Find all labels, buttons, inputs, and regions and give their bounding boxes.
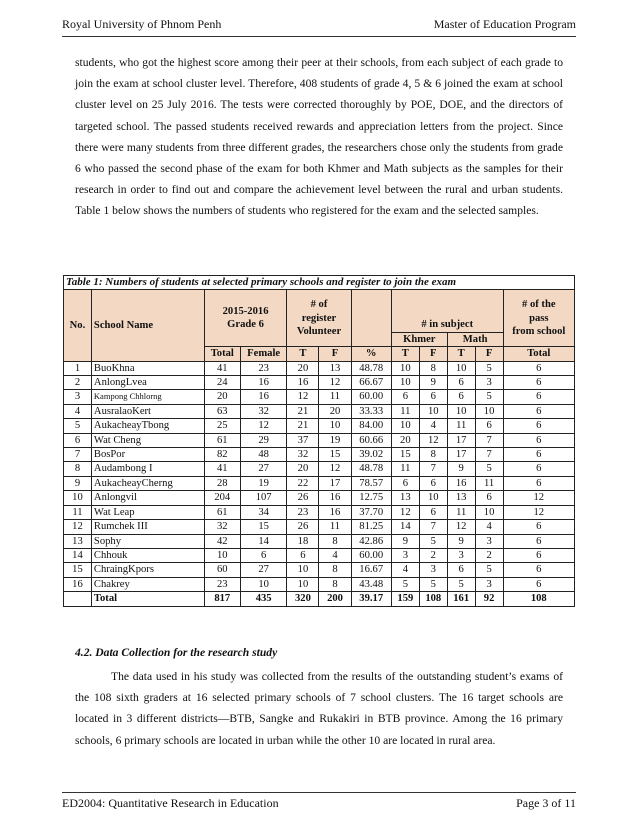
cell-kt: 4 — [391, 563, 419, 577]
cell-kt: 15 — [391, 448, 419, 462]
cell-kt: 13 — [391, 491, 419, 505]
cell-total: 41 — [204, 462, 240, 476]
cell-female: 10 — [240, 577, 287, 591]
cell-total: 82 — [204, 448, 240, 462]
pass-line-2: pass — [529, 312, 549, 324]
vol-line-1: # of — [310, 299, 328, 311]
cell-mt: 17 — [447, 433, 475, 447]
cell-female: 48 — [240, 448, 287, 462]
cell-kf: 10 — [419, 491, 447, 505]
cell-vf: 20 — [319, 404, 351, 418]
cell-female: 16 — [240, 376, 287, 390]
cell-total: 41 — [204, 361, 240, 375]
col-school-name: School Name — [91, 290, 204, 361]
total-pass: 108 — [503, 592, 574, 606]
total-female: 435 — [240, 592, 287, 606]
cell-vf: 11 — [319, 390, 351, 404]
cell-pct: 66.67 — [351, 376, 391, 390]
cell-kf: 9 — [419, 376, 447, 390]
cell-name: Chakrey — [91, 577, 204, 591]
cell-name: ChraingKpors — [91, 563, 204, 577]
intro-paragraph: students, who got the highest score among their peer at their schools, from each subject of each grade to join the exam at school cluster level. Therefore, 408 students of grade 4, 5 & 6 joined the exam at school cluster level on 25 July 2016. The tests were corrected thoroughly by POE, DOE, and the directors of targeted school. The passed students received rewards and appreciation letters from the project. Since there were many students from three different grades, the researchers chose only the students from grade 6 who passed the second phase of the exam for both Khmer and Math subjects as the samples for their research in order to find out and compare the achievement level between the rural and urban students. Table 1 below shows the numbers of students who registered for the exam and the selected samples. — [75, 56, 563, 218]
cell-female: 29 — [240, 433, 287, 447]
cell-vt: 26 — [287, 520, 319, 534]
cell-vf: 12 — [319, 376, 351, 390]
cell-vf: 19 — [319, 433, 351, 447]
cell-name: Rumchek III — [91, 520, 204, 534]
cell-vt: 26 — [287, 491, 319, 505]
cell-no: 1 — [64, 361, 92, 375]
cell-vt: 16 — [287, 376, 319, 390]
table-caption: Table 1: Numbers of students at selected primary schools and register to join the exam — [64, 276, 575, 290]
total-vf: 200 — [319, 592, 351, 606]
page-footer — [62, 792, 576, 810]
cell-mf: 5 — [475, 390, 503, 404]
table-row — [64, 462, 575, 476]
grade-year: 2015-2016 — [222, 305, 269, 317]
cell-no: 3 — [64, 390, 92, 404]
section-heading: 4.2. Data Collection for the research study — [75, 646, 278, 659]
cell-kf: 3 — [419, 563, 447, 577]
cell-vt: 6 — [287, 548, 319, 562]
cell-mf: 4 — [475, 520, 503, 534]
total-kt: 159 — [391, 592, 419, 606]
col-grade — [204, 290, 287, 347]
cell-vt: 21 — [287, 419, 319, 433]
cell-mf: 10 — [475, 404, 503, 418]
cell-no: 11 — [64, 505, 92, 519]
cell-name: Sophy — [91, 534, 204, 548]
cell-total: 20 — [204, 390, 240, 404]
cell-female: 107 — [240, 491, 287, 505]
table-row — [64, 404, 575, 418]
cell-blank — [64, 592, 92, 606]
cell-kt: 14 — [391, 520, 419, 534]
cell-no: 8 — [64, 462, 92, 476]
cell-mf: 3 — [475, 534, 503, 548]
cell-total: 60 — [204, 563, 240, 577]
cell-name: Wat Cheng — [91, 433, 204, 447]
cell-mt: 16 — [447, 476, 475, 490]
table-row — [64, 419, 575, 433]
cell-vt: 18 — [287, 534, 319, 548]
cell-pct: 60.00 — [351, 548, 391, 562]
cell-pass: 6 — [503, 462, 574, 476]
cell-no: 2 — [64, 376, 92, 390]
cell-vf: 16 — [319, 491, 351, 505]
cell-name: AnlongLvea — [91, 376, 204, 390]
cell-vf: 15 — [319, 448, 351, 462]
cell-kt: 11 — [391, 404, 419, 418]
cell-pass: 6 — [503, 563, 574, 577]
cell-kf: 6 — [419, 476, 447, 490]
cell-total: 204 — [204, 491, 240, 505]
footer-page-number: Page 3 of 11 — [516, 796, 576, 810]
col-no: No. — [64, 290, 92, 361]
cell-vf: 16 — [319, 505, 351, 519]
cell-female: 12 — [240, 419, 287, 433]
cell-mf: 6 — [475, 419, 503, 433]
table-row — [64, 476, 575, 490]
cell-pct: 84.00 — [351, 419, 391, 433]
cell-vf: 12 — [319, 462, 351, 476]
cell-mt: 9 — [447, 534, 475, 548]
cell-kf: 6 — [419, 390, 447, 404]
data-collection-text: The data used in his study was collected from the results of the outstanding student’s exams of the 108 sixth graders at 16 selected primary schools of 7 school clusters. The 16 target schools are located in 3 different districts—BTB, Sangke and Rukakiri in BTB province. Among the 16 primary schools, 6 primary schools are located in urban while the other 10 are located in rural area. — [75, 670, 563, 747]
cell-pass: 6 — [503, 419, 574, 433]
cell-total: 63 — [204, 404, 240, 418]
students-table — [63, 275, 575, 607]
cell-kt: 6 — [391, 476, 419, 490]
cell-mt: 6 — [447, 390, 475, 404]
cell-name: BuoKhna — [91, 361, 204, 375]
pass-line-1: # of the — [522, 299, 556, 311]
cell-female: 27 — [240, 563, 287, 577]
table-row — [64, 390, 575, 404]
cell-no: 15 — [64, 563, 92, 577]
table-row — [64, 505, 575, 519]
cell-vt: 22 — [287, 476, 319, 490]
cell-vf: 13 — [319, 361, 351, 375]
cell-pct: 81.25 — [351, 520, 391, 534]
cell-vf: 8 — [319, 577, 351, 591]
cell-pass: 6 — [503, 448, 574, 462]
header-program: Master of Education Program — [433, 17, 576, 31]
cell-name: Anlongvil — [91, 491, 204, 505]
cell-mt: 9 — [447, 462, 475, 476]
cell-name: AusralaoKert — [91, 404, 204, 418]
col-total: Total — [204, 347, 240, 361]
cell-vt: 37 — [287, 433, 319, 447]
cell-kf: 5 — [419, 534, 447, 548]
cell-mf: 5 — [475, 563, 503, 577]
vol-line-3: Volunteer — [296, 326, 342, 338]
total-row — [64, 592, 575, 606]
cell-kf: 7 — [419, 520, 447, 534]
cell-pct: 60.66 — [351, 433, 391, 447]
cell-kt: 6 — [391, 390, 419, 404]
cell-no: 16 — [64, 577, 92, 591]
table-row — [64, 563, 575, 577]
cell-pct: 12.75 — [351, 491, 391, 505]
cell-pass: 12 — [503, 505, 574, 519]
col-khmer-t: T — [391, 347, 419, 361]
cell-total: 10 — [204, 548, 240, 562]
cell-female: 14 — [240, 534, 287, 548]
cell-no: 14 — [64, 548, 92, 562]
cell-pct: 43.48 — [351, 577, 391, 591]
cell-total: 24 — [204, 376, 240, 390]
cell-kt: 20 — [391, 433, 419, 447]
table-row — [64, 520, 575, 534]
cell-total: 25 — [204, 419, 240, 433]
cell-mt: 5 — [447, 577, 475, 591]
cell-no: 6 — [64, 433, 92, 447]
cell-total: 23 — [204, 577, 240, 591]
cell-kf: 7 — [419, 462, 447, 476]
cell-total: 61 — [204, 433, 240, 447]
cell-vt: 20 — [287, 361, 319, 375]
cell-pass: 6 — [503, 404, 574, 418]
col-khmer-f: F — [419, 347, 447, 361]
cell-mt: 17 — [447, 448, 475, 462]
cell-vt: 10 — [287, 563, 319, 577]
cell-vf: 10 — [319, 419, 351, 433]
total-total: 817 — [204, 592, 240, 606]
cell-total: 61 — [204, 505, 240, 519]
cell-female: 15 — [240, 520, 287, 534]
cell-vt: 20 — [287, 462, 319, 476]
cell-mf: 5 — [475, 361, 503, 375]
table-row — [64, 448, 575, 462]
cell-vf: 4 — [319, 548, 351, 562]
cell-mt: 6 — [447, 563, 475, 577]
cell-vt: 23 — [287, 505, 319, 519]
cell-name: Wat Leap — [91, 505, 204, 519]
cell-vt: 10 — [287, 577, 319, 591]
table-row — [64, 361, 575, 375]
table-row — [64, 548, 575, 562]
cell-pct: 39.02 — [351, 448, 391, 462]
cell-mf: 7 — [475, 448, 503, 462]
cell-mt: 10 — [447, 404, 475, 418]
cell-kt: 9 — [391, 534, 419, 548]
cell-vt: 21 — [287, 404, 319, 418]
cell-mf: 2 — [475, 548, 503, 562]
cell-mt: 11 — [447, 505, 475, 519]
cell-total: 42 — [204, 534, 240, 548]
footer-course: ED2004: Quantitative Research in Education — [62, 796, 279, 810]
cell-female: 32 — [240, 404, 287, 418]
cell-pass: 6 — [503, 534, 574, 548]
cell-mf: 3 — [475, 577, 503, 591]
cell-kf: 8 — [419, 361, 447, 375]
cell-female: 27 — [240, 462, 287, 476]
cell-kf: 4 — [419, 419, 447, 433]
cell-mt: 11 — [447, 419, 475, 433]
cell-kf: 5 — [419, 577, 447, 591]
cell-mt: 3 — [447, 548, 475, 562]
col-female: Female — [240, 347, 287, 361]
data-collection-paragraph — [75, 666, 563, 751]
cell-kf: 8 — [419, 448, 447, 462]
header-institution: Royal University of Phnom Penh — [62, 17, 222, 31]
cell-pass: 6 — [503, 390, 574, 404]
cell-name: BosPor — [91, 448, 204, 462]
cell-no: 10 — [64, 491, 92, 505]
cell-total: 32 — [204, 520, 240, 534]
total-mf: 92 — [475, 592, 503, 606]
cell-kt: 12 — [391, 505, 419, 519]
col-in-subject: # in subject — [391, 290, 503, 332]
col-pct: % — [351, 347, 391, 361]
cell-pct: 33.33 — [351, 404, 391, 418]
col-pass — [503, 290, 574, 347]
cell-female: 6 — [240, 548, 287, 562]
table-row — [64, 376, 575, 390]
cell-female: 19 — [240, 476, 287, 490]
cell-pct: 48.78 — [351, 462, 391, 476]
cell-pass: 12 — [503, 491, 574, 505]
cell-pct: 16.67 — [351, 563, 391, 577]
col-math-f: F — [475, 347, 503, 361]
cell-vt: 32 — [287, 448, 319, 462]
cell-pct: 42.86 — [351, 534, 391, 548]
col-vol-t: T — [287, 347, 319, 361]
cell-no: 9 — [64, 476, 92, 490]
cell-name: Audambong I — [91, 462, 204, 476]
cell-kf: 2 — [419, 548, 447, 562]
cell-mf: 11 — [475, 476, 503, 490]
cell-mt: 10 — [447, 361, 475, 375]
cell-vf: 8 — [319, 534, 351, 548]
cell-kt: 10 — [391, 361, 419, 375]
cell-pass: 6 — [503, 376, 574, 390]
col-math-t: T — [447, 347, 475, 361]
cell-female: 23 — [240, 361, 287, 375]
total-label: Total — [91, 592, 204, 606]
cell-pct: 37.70 — [351, 505, 391, 519]
cell-mt: 12 — [447, 520, 475, 534]
cell-pass: 6 — [503, 577, 574, 591]
cell-pct: 60.00 — [351, 390, 391, 404]
cell-no: 4 — [64, 404, 92, 418]
cell-name: Chhouk — [91, 548, 204, 562]
cell-mf: 5 — [475, 462, 503, 476]
cell-pass: 6 — [503, 433, 574, 447]
total-kf: 108 — [419, 592, 447, 606]
cell-kt: 5 — [391, 577, 419, 591]
cell-total: 28 — [204, 476, 240, 490]
page-header — [62, 16, 576, 37]
cell-kf: 12 — [419, 433, 447, 447]
vol-line-2: register — [301, 312, 337, 324]
cell-kt: 10 — [391, 419, 419, 433]
cell-mt: 6 — [447, 376, 475, 390]
table-row — [64, 534, 575, 548]
total-vt: 320 — [287, 592, 319, 606]
grade-label: Grade 6 — [227, 319, 264, 331]
cell-vt: 12 — [287, 390, 319, 404]
cell-kt: 10 — [391, 376, 419, 390]
cell-vf: 8 — [319, 563, 351, 577]
table-row — [64, 433, 575, 447]
cell-pass: 6 — [503, 520, 574, 534]
total-mt: 161 — [447, 592, 475, 606]
total-pct: 39.17 — [351, 592, 391, 606]
cell-kt: 3 — [391, 548, 419, 562]
cell-female: 34 — [240, 505, 287, 519]
cell-pass: 6 — [503, 476, 574, 490]
cell-mf: 7 — [475, 433, 503, 447]
cell-mf: 10 — [475, 505, 503, 519]
cell-mf: 3 — [475, 376, 503, 390]
col-khmer: Khmer — [391, 332, 447, 346]
cell-name: Kampong Chhlorng — [91, 390, 204, 404]
cell-pass: 6 — [503, 361, 574, 375]
cell-pct: 48.78 — [351, 361, 391, 375]
cell-no: 13 — [64, 534, 92, 548]
cell-name: AukacheayCherng — [91, 476, 204, 490]
cell-pct: 78.57 — [351, 476, 391, 490]
pass-line-3: from school — [512, 326, 566, 338]
cell-mt: 13 — [447, 491, 475, 505]
cell-vf: 17 — [319, 476, 351, 490]
cell-vf: 11 — [319, 520, 351, 534]
table-row — [64, 577, 575, 591]
col-pass-total: Total — [503, 347, 574, 361]
cell-no: 5 — [64, 419, 92, 433]
cell-no: 7 — [64, 448, 92, 462]
cell-name: AukacheayTbong — [91, 419, 204, 433]
cell-pass: 6 — [503, 548, 574, 562]
col-vol-f: F — [319, 347, 351, 361]
col-volunteer — [287, 290, 351, 347]
col-pct-blank — [351, 290, 391, 347]
table-row — [64, 491, 575, 505]
cell-kf: 6 — [419, 505, 447, 519]
cell-female: 16 — [240, 390, 287, 404]
cell-no: 12 — [64, 520, 92, 534]
cell-kt: 11 — [391, 462, 419, 476]
cell-mf: 6 — [475, 491, 503, 505]
col-math: Math — [447, 332, 503, 346]
cell-kf: 10 — [419, 404, 447, 418]
